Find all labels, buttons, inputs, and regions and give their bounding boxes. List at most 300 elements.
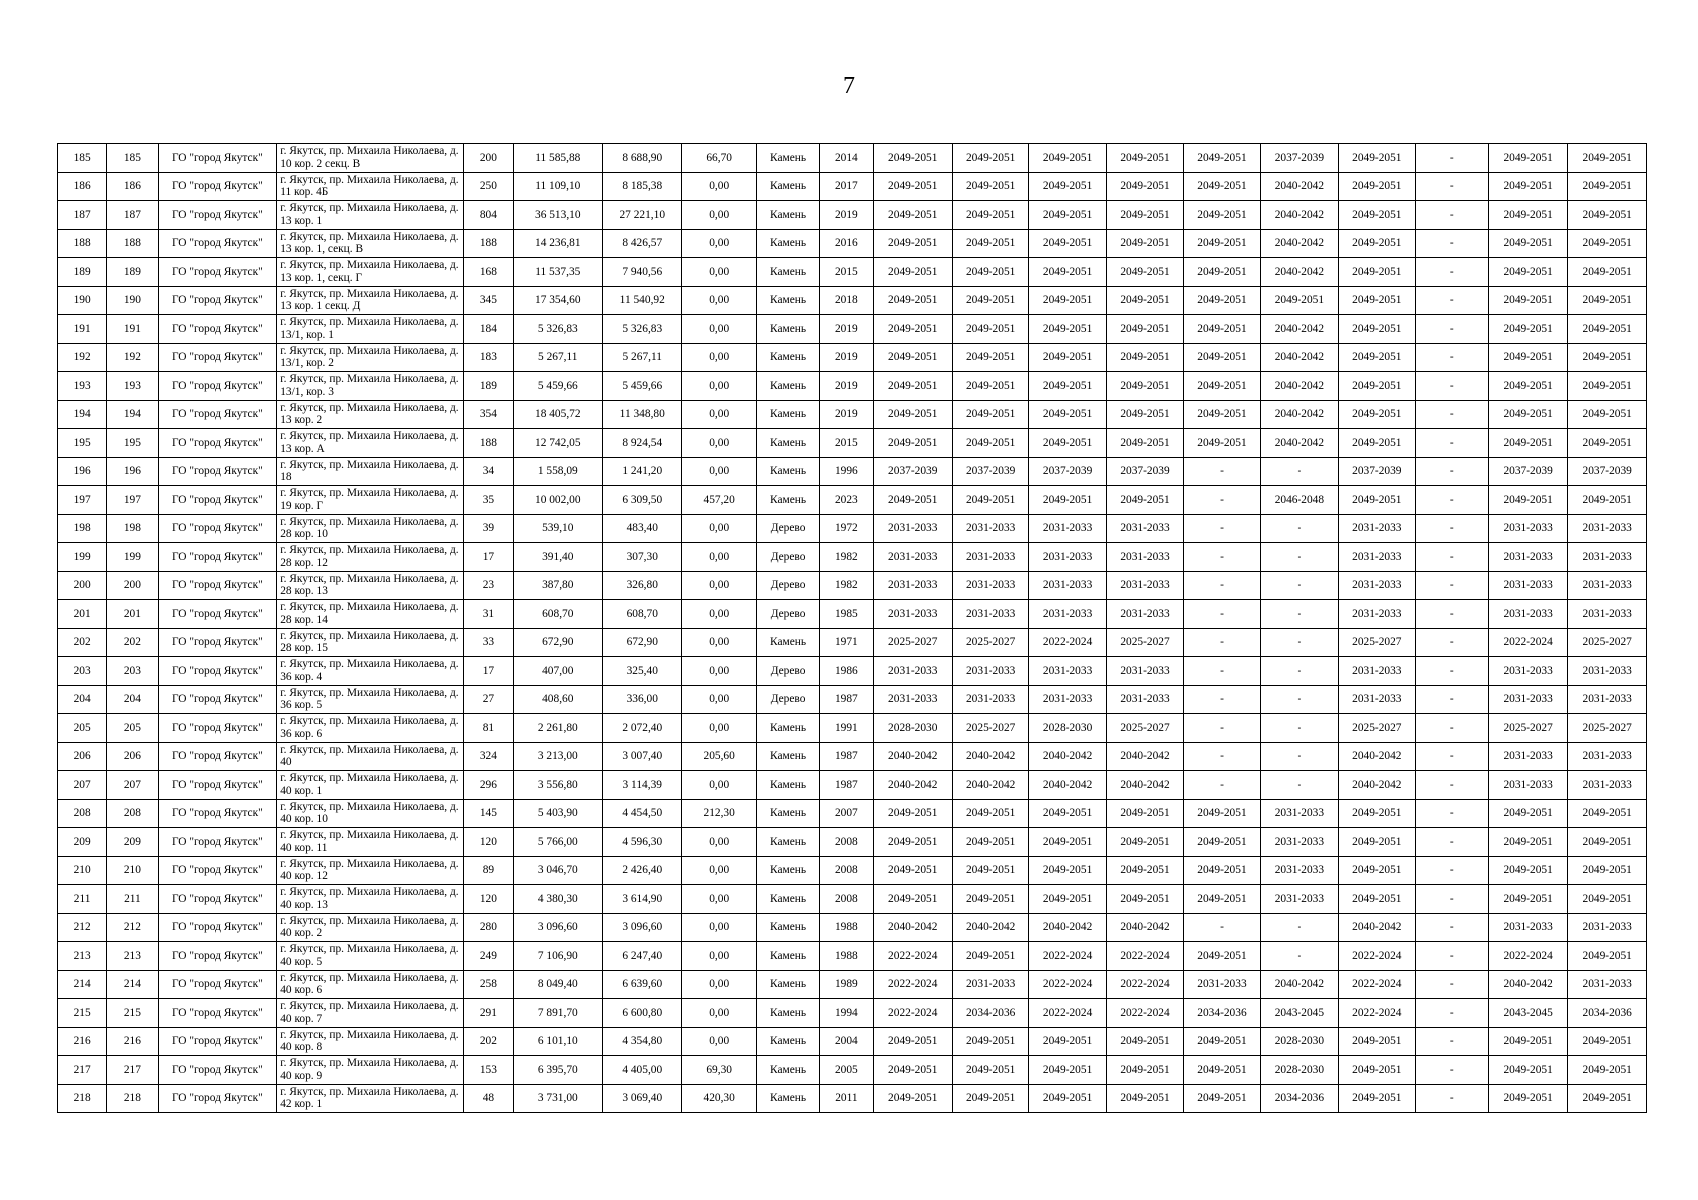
cell-living-area: 5 326,83 bbox=[603, 315, 682, 344]
table-body bbox=[58, 144, 1647, 1113]
cell-p3: 2049-2051 bbox=[1029, 828, 1106, 857]
cell-p6: 2037-2039 bbox=[1260, 144, 1338, 173]
cell-living-area: 5 267,11 bbox=[603, 343, 682, 372]
cell-p10: 2049-2051 bbox=[1568, 229, 1647, 258]
cell-p8: - bbox=[1415, 571, 1488, 600]
cell-residents: 39 bbox=[464, 514, 513, 543]
cell-num: 207 bbox=[58, 771, 107, 800]
cell-p5: 2049-2051 bbox=[1184, 1084, 1260, 1113]
table-row bbox=[58, 201, 1647, 230]
cell-address: г. Якутск, пр. Михаила Николаева, д. 40 кор. 8 bbox=[277, 1027, 464, 1056]
cell-p5: 2049-2051 bbox=[1184, 1027, 1260, 1056]
cell-p8: - bbox=[1415, 201, 1488, 230]
cell-total-area: 7 891,70 bbox=[513, 999, 603, 1028]
cell-living-area: 2 072,40 bbox=[603, 714, 682, 743]
cell-nonres-area: 0,00 bbox=[682, 771, 756, 800]
cell-living-area: 307,30 bbox=[603, 543, 682, 572]
table-row bbox=[58, 771, 1647, 800]
cell-p2: 2049-2051 bbox=[952, 229, 1028, 258]
cell-p9: 2031-2033 bbox=[1488, 600, 1567, 629]
cell-p6: - bbox=[1260, 457, 1338, 486]
cell-living-area: 325,40 bbox=[603, 657, 682, 686]
cell-residents: 345 bbox=[464, 286, 513, 315]
table-row bbox=[58, 1084, 1647, 1113]
cell-p4: 2049-2051 bbox=[1106, 828, 1183, 857]
cell-p10: 2049-2051 bbox=[1568, 828, 1647, 857]
cell-address: г. Якутск, пр. Михаила Николаева, д. 40 кор. 1 bbox=[277, 771, 464, 800]
table-row bbox=[58, 144, 1647, 173]
cell-year: 2004 bbox=[820, 1027, 873, 1056]
cell-municipality: ГО "город Якутск" bbox=[158, 372, 277, 401]
cell-address: г. Якутск, пр. Михаила Николаева, д. 40 кор. 12 bbox=[277, 856, 464, 885]
cell-id: 213 bbox=[107, 942, 158, 971]
cell-total-area: 17 354,60 bbox=[513, 286, 603, 315]
cell-p6: 2040-2042 bbox=[1260, 258, 1338, 287]
table-row bbox=[58, 628, 1647, 657]
cell-address: г. Якутск, пр. Михаила Николаева, д. 13 кор. 1, секц. В bbox=[277, 229, 464, 258]
table-row bbox=[58, 999, 1647, 1028]
cell-id: 204 bbox=[107, 685, 158, 714]
cell-p2: 2040-2042 bbox=[952, 771, 1028, 800]
cell-year: 2019 bbox=[820, 201, 873, 230]
cell-residents: 188 bbox=[464, 429, 513, 458]
cell-address: г. Якутск, пр. Михаила Николаева, д. 40 кор. 2 bbox=[277, 913, 464, 942]
cell-p10: 2049-2051 bbox=[1568, 258, 1647, 287]
cell-p6: 2031-2033 bbox=[1260, 856, 1338, 885]
cell-p8: - bbox=[1415, 628, 1488, 657]
cell-nonres-area: 66,70 bbox=[682, 144, 756, 173]
table-row bbox=[58, 229, 1647, 258]
cell-p6: 2040-2042 bbox=[1260, 172, 1338, 201]
cell-p3: 2031-2033 bbox=[1029, 571, 1106, 600]
cell-total-area: 10 002,00 bbox=[513, 486, 603, 515]
cell-num: 204 bbox=[58, 685, 107, 714]
cell-p9: 2049-2051 bbox=[1488, 856, 1567, 885]
cell-id: 196 bbox=[107, 457, 158, 486]
cell-nonres-area: 0,00 bbox=[682, 685, 756, 714]
cell-p1: 2049-2051 bbox=[873, 1084, 952, 1113]
cell-p5: 2049-2051 bbox=[1184, 799, 1260, 828]
cell-p6: - bbox=[1260, 685, 1338, 714]
cell-p5: - bbox=[1184, 685, 1260, 714]
cell-wall-material: Камень bbox=[756, 714, 819, 743]
cell-nonres-area: 0,00 bbox=[682, 229, 756, 258]
table-row bbox=[58, 486, 1647, 515]
cell-p7: 2031-2033 bbox=[1339, 571, 1415, 600]
cell-num: 212 bbox=[58, 913, 107, 942]
cell-num: 215 bbox=[58, 999, 107, 1028]
cell-municipality: ГО "город Якутск" bbox=[158, 1027, 277, 1056]
page-number: 7 bbox=[843, 73, 855, 99]
cell-p9: 2037-2039 bbox=[1488, 457, 1567, 486]
cell-total-area: 18 405,72 bbox=[513, 400, 603, 429]
cell-p4: 2031-2033 bbox=[1106, 685, 1183, 714]
cell-p1: 2040-2042 bbox=[873, 742, 952, 771]
cell-p2: 2031-2033 bbox=[952, 685, 1028, 714]
cell-living-area: 8 924,54 bbox=[603, 429, 682, 458]
cell-year: 2015 bbox=[820, 429, 873, 458]
table-row bbox=[58, 1027, 1647, 1056]
cell-year: 2007 bbox=[820, 799, 873, 828]
cell-p8: - bbox=[1415, 771, 1488, 800]
cell-p7: 2049-2051 bbox=[1339, 286, 1415, 315]
cell-p9: 2049-2051 bbox=[1488, 486, 1567, 515]
cell-p1: 2031-2033 bbox=[873, 543, 952, 572]
cell-living-area: 6 309,50 bbox=[603, 486, 682, 515]
cell-p8: - bbox=[1415, 457, 1488, 486]
cell-id: 215 bbox=[107, 999, 158, 1028]
cell-municipality: ГО "город Якутск" bbox=[158, 286, 277, 315]
cell-p4: 2037-2039 bbox=[1106, 457, 1183, 486]
cell-address: г. Якутск, пр. Михаила Николаева, д. 28 кор. 10 bbox=[277, 514, 464, 543]
cell-p9: 2049-2051 bbox=[1488, 258, 1567, 287]
cell-living-area: 3 069,40 bbox=[603, 1084, 682, 1113]
cell-p3: 2049-2051 bbox=[1029, 486, 1106, 515]
cell-living-area: 336,00 bbox=[603, 685, 682, 714]
table-row bbox=[58, 258, 1647, 287]
cell-municipality: ГО "город Якутск" bbox=[158, 885, 277, 914]
cell-p9: 2049-2051 bbox=[1488, 799, 1567, 828]
table-row bbox=[58, 685, 1647, 714]
cell-p1: 2040-2042 bbox=[873, 771, 952, 800]
cell-address: г. Якутск, пр. Михаила Николаева, д. 28 кор. 15 bbox=[277, 628, 464, 657]
cell-living-area: 11 540,92 bbox=[603, 286, 682, 315]
cell-municipality: ГО "город Якутск" bbox=[158, 457, 277, 486]
cell-living-area: 2 426,40 bbox=[603, 856, 682, 885]
cell-p8: - bbox=[1415, 229, 1488, 258]
table-row bbox=[58, 657, 1647, 686]
cell-p7: 2025-2027 bbox=[1339, 714, 1415, 743]
cell-p4: 2040-2042 bbox=[1106, 913, 1183, 942]
cell-p3: 2031-2033 bbox=[1029, 657, 1106, 686]
cell-p7: 2031-2033 bbox=[1339, 543, 1415, 572]
cell-p1: 2049-2051 bbox=[873, 229, 952, 258]
cell-year: 2019 bbox=[820, 400, 873, 429]
cell-num: 202 bbox=[58, 628, 107, 657]
cell-p4: 2040-2042 bbox=[1106, 771, 1183, 800]
cell-num: 192 bbox=[58, 343, 107, 372]
cell-living-area: 483,40 bbox=[603, 514, 682, 543]
cell-p8: - bbox=[1415, 486, 1488, 515]
cell-p1: 2049-2051 bbox=[873, 885, 952, 914]
cell-municipality: ГО "город Якутск" bbox=[158, 856, 277, 885]
cell-p4: 2049-2051 bbox=[1106, 258, 1183, 287]
cell-p1: 2049-2051 bbox=[873, 201, 952, 230]
cell-p3: 2040-2042 bbox=[1029, 771, 1106, 800]
cell-p3: 2031-2033 bbox=[1029, 600, 1106, 629]
cell-num: 188 bbox=[58, 229, 107, 258]
cell-num: 196 bbox=[58, 457, 107, 486]
cell-p9: 2049-2051 bbox=[1488, 172, 1567, 201]
cell-nonres-area: 0,00 bbox=[682, 600, 756, 629]
cell-p1: 2049-2051 bbox=[873, 258, 952, 287]
cell-p5: 2049-2051 bbox=[1184, 172, 1260, 201]
cell-num: 213 bbox=[58, 942, 107, 971]
cell-p7: 2049-2051 bbox=[1339, 1027, 1415, 1056]
cell-nonres-area: 0,00 bbox=[682, 429, 756, 458]
cell-municipality: ГО "город Якутск" bbox=[158, 828, 277, 857]
cell-p2: 2049-2051 bbox=[952, 372, 1028, 401]
cell-residents: 168 bbox=[464, 258, 513, 287]
cell-municipality: ГО "город Якутск" bbox=[158, 999, 277, 1028]
cell-nonres-area: 0,00 bbox=[682, 372, 756, 401]
cell-residents: 354 bbox=[464, 400, 513, 429]
cell-p7: 2031-2033 bbox=[1339, 600, 1415, 629]
cell-total-area: 3 046,70 bbox=[513, 856, 603, 885]
cell-wall-material: Камень bbox=[756, 885, 819, 914]
cell-municipality: ГО "город Якутск" bbox=[158, 571, 277, 600]
cell-wall-material: Камень bbox=[756, 1027, 819, 1056]
cell-p5: - bbox=[1184, 771, 1260, 800]
cell-nonres-area: 69,30 bbox=[682, 1056, 756, 1085]
cell-num: 216 bbox=[58, 1027, 107, 1056]
cell-p9: 2031-2033 bbox=[1488, 913, 1567, 942]
table-row bbox=[58, 172, 1647, 201]
cell-wall-material: Камень bbox=[756, 258, 819, 287]
cell-year: 2014 bbox=[820, 144, 873, 173]
cell-p10: 2031-2033 bbox=[1568, 685, 1647, 714]
cell-p2: 2049-2051 bbox=[952, 429, 1028, 458]
cell-p6: 2046-2048 bbox=[1260, 486, 1338, 515]
cell-p1: 2037-2039 bbox=[873, 457, 952, 486]
cell-p1: 2031-2033 bbox=[873, 571, 952, 600]
cell-wall-material: Дерево bbox=[756, 657, 819, 686]
cell-p1: 2049-2051 bbox=[873, 856, 952, 885]
cell-p2: 2040-2042 bbox=[952, 913, 1028, 942]
cell-p10: 2031-2033 bbox=[1568, 742, 1647, 771]
cell-p9: 2031-2033 bbox=[1488, 771, 1567, 800]
cell-id: 214 bbox=[107, 970, 158, 999]
cell-p9: 2049-2051 bbox=[1488, 201, 1567, 230]
cell-p1: 2049-2051 bbox=[873, 343, 952, 372]
cell-p7: 2049-2051 bbox=[1339, 172, 1415, 201]
cell-num: 200 bbox=[58, 571, 107, 600]
cell-p10: 2031-2033 bbox=[1568, 970, 1647, 999]
cell-id: 217 bbox=[107, 1056, 158, 1085]
cell-p10: 2037-2039 bbox=[1568, 457, 1647, 486]
cell-id: 189 bbox=[107, 258, 158, 287]
cell-id: 190 bbox=[107, 286, 158, 315]
cell-total-area: 539,10 bbox=[513, 514, 603, 543]
cell-p5: 2034-2036 bbox=[1184, 999, 1260, 1028]
cell-id: 197 bbox=[107, 486, 158, 515]
cell-year: 1996 bbox=[820, 457, 873, 486]
cell-municipality: ГО "город Якутск" bbox=[158, 799, 277, 828]
cell-p10: 2025-2027 bbox=[1568, 628, 1647, 657]
cell-p5: - bbox=[1184, 486, 1260, 515]
cell-address: г. Якутск, пр. Михаила Николаева, д. 13 кор. 1 bbox=[277, 201, 464, 230]
cell-p10: 2049-2051 bbox=[1568, 343, 1647, 372]
cell-p9: 2022-2024 bbox=[1488, 942, 1567, 971]
cell-p6: - bbox=[1260, 571, 1338, 600]
table-row bbox=[58, 970, 1647, 999]
cell-nonres-area: 212,30 bbox=[682, 799, 756, 828]
cell-wall-material: Камень bbox=[756, 486, 819, 515]
cell-p8: - bbox=[1415, 514, 1488, 543]
cell-p6: 2043-2045 bbox=[1260, 999, 1338, 1028]
cell-p10: 2049-2051 bbox=[1568, 400, 1647, 429]
table-row bbox=[58, 942, 1647, 971]
cell-p1: 2049-2051 bbox=[873, 372, 952, 401]
cell-id: 186 bbox=[107, 172, 158, 201]
cell-total-area: 7 106,90 bbox=[513, 942, 603, 971]
cell-p3: 2049-2051 bbox=[1029, 856, 1106, 885]
cell-p3: 2049-2051 bbox=[1029, 1056, 1106, 1085]
cell-residents: 120 bbox=[464, 885, 513, 914]
cell-p3: 2040-2042 bbox=[1029, 742, 1106, 771]
cell-wall-material: Камень bbox=[756, 628, 819, 657]
cell-p5: - bbox=[1184, 657, 1260, 686]
cell-p1: 2031-2033 bbox=[873, 600, 952, 629]
cell-living-area: 11 348,80 bbox=[603, 400, 682, 429]
cell-p10: 2049-2051 bbox=[1568, 856, 1647, 885]
table-row bbox=[58, 457, 1647, 486]
cell-total-area: 12 742,05 bbox=[513, 429, 603, 458]
cell-address: г. Якутск, пр. Михаила Николаева, д. 42 кор. 1 bbox=[277, 1084, 464, 1113]
cell-living-area: 608,70 bbox=[603, 600, 682, 629]
cell-residents: 258 bbox=[464, 970, 513, 999]
cell-p8: - bbox=[1415, 885, 1488, 914]
cell-year: 2008 bbox=[820, 828, 873, 857]
cell-wall-material: Камень bbox=[756, 286, 819, 315]
cell-p8: - bbox=[1415, 714, 1488, 743]
cell-p4: 2049-2051 bbox=[1106, 1084, 1183, 1113]
cell-p7: 2049-2051 bbox=[1339, 201, 1415, 230]
cell-p5: 2049-2051 bbox=[1184, 144, 1260, 173]
cell-wall-material: Дерево bbox=[756, 543, 819, 572]
cell-nonres-area: 0,00 bbox=[682, 571, 756, 600]
cell-p4: 2049-2051 bbox=[1106, 856, 1183, 885]
cell-p5: - bbox=[1184, 571, 1260, 600]
cell-p3: 2022-2024 bbox=[1029, 999, 1106, 1028]
cell-living-area: 8 185,38 bbox=[603, 172, 682, 201]
cell-p8: - bbox=[1415, 913, 1488, 942]
cell-p9: 2049-2051 bbox=[1488, 343, 1567, 372]
cell-p2: 2049-2051 bbox=[952, 201, 1028, 230]
cell-address: г. Якутск, пр. Михаила Николаева, д. 13 кор. 1, секц. Г bbox=[277, 258, 464, 287]
cell-residents: 202 bbox=[464, 1027, 513, 1056]
cell-id: 216 bbox=[107, 1027, 158, 1056]
cell-p5: 2049-2051 bbox=[1184, 885, 1260, 914]
cell-residents: 324 bbox=[464, 742, 513, 771]
cell-num: 201 bbox=[58, 600, 107, 629]
cell-wall-material: Камень bbox=[756, 172, 819, 201]
cell-p4: 2049-2051 bbox=[1106, 343, 1183, 372]
cell-year: 1986 bbox=[820, 657, 873, 686]
cell-p5: - bbox=[1184, 600, 1260, 629]
cell-p7: 2031-2033 bbox=[1339, 685, 1415, 714]
cell-wall-material: Камень bbox=[756, 970, 819, 999]
cell-p4: 2022-2024 bbox=[1106, 942, 1183, 971]
table-row bbox=[58, 828, 1647, 857]
cell-p3: 2049-2051 bbox=[1029, 201, 1106, 230]
cell-p4: 2031-2033 bbox=[1106, 543, 1183, 572]
cell-nonres-area: 420,30 bbox=[682, 1084, 756, 1113]
cell-living-area: 4 354,80 bbox=[603, 1027, 682, 1056]
housing-registry-table bbox=[57, 143, 1647, 1113]
cell-living-area: 6 600,80 bbox=[603, 999, 682, 1028]
cell-nonres-area: 0,00 bbox=[682, 657, 756, 686]
cell-num: 205 bbox=[58, 714, 107, 743]
cell-p9: 2049-2051 bbox=[1488, 400, 1567, 429]
cell-p3: 2022-2024 bbox=[1029, 628, 1106, 657]
cell-p6: 2028-2030 bbox=[1260, 1056, 1338, 1085]
cell-id: 192 bbox=[107, 343, 158, 372]
table-row bbox=[58, 315, 1647, 344]
cell-p7: 2049-2051 bbox=[1339, 258, 1415, 287]
cell-p4: 2022-2024 bbox=[1106, 999, 1183, 1028]
cell-living-area: 672,90 bbox=[603, 628, 682, 657]
cell-wall-material: Камень bbox=[756, 913, 819, 942]
cell-year: 2019 bbox=[820, 315, 873, 344]
cell-p10: 2031-2033 bbox=[1568, 514, 1647, 543]
cell-num: 190 bbox=[58, 286, 107, 315]
cell-p1: 2022-2024 bbox=[873, 970, 952, 999]
cell-municipality: ГО "город Якутск" bbox=[158, 970, 277, 999]
cell-residents: 120 bbox=[464, 828, 513, 857]
cell-p10: 2049-2051 bbox=[1568, 799, 1647, 828]
cell-p8: - bbox=[1415, 685, 1488, 714]
cell-p3: 2031-2033 bbox=[1029, 543, 1106, 572]
cell-p6: - bbox=[1260, 714, 1338, 743]
cell-total-area: 407,00 bbox=[513, 657, 603, 686]
cell-p5: 2049-2051 bbox=[1184, 856, 1260, 885]
cell-p7: 2049-2051 bbox=[1339, 400, 1415, 429]
cell-nonres-area: 457,20 bbox=[682, 486, 756, 515]
cell-p1: 2049-2051 bbox=[873, 828, 952, 857]
cell-p6: 2040-2042 bbox=[1260, 372, 1338, 401]
cell-address: г. Якутск, пр. Михаила Николаева, д. 40 кор. 9 bbox=[277, 1056, 464, 1085]
cell-p7: 2037-2039 bbox=[1339, 457, 1415, 486]
cell-p8: - bbox=[1415, 286, 1488, 315]
cell-num: 214 bbox=[58, 970, 107, 999]
cell-p10: 2031-2033 bbox=[1568, 543, 1647, 572]
cell-p7: 2031-2033 bbox=[1339, 657, 1415, 686]
cell-address: г. Якутск, пр. Михаила Николаева, д. 40 кор. 10 bbox=[277, 799, 464, 828]
cell-total-area: 14 236,81 bbox=[513, 229, 603, 258]
table-row bbox=[58, 286, 1647, 315]
cell-address: г. Якутск, пр. Михаила Николаева, д. 28 кор. 13 bbox=[277, 571, 464, 600]
cell-p8: - bbox=[1415, 429, 1488, 458]
cell-p9: 2025-2027 bbox=[1488, 714, 1567, 743]
cell-address: г. Якутск, пр. Михаила Николаева, д. 28 кор. 14 bbox=[277, 600, 464, 629]
cell-p8: - bbox=[1415, 1056, 1488, 1085]
cell-municipality: ГО "город Якутск" bbox=[158, 400, 277, 429]
cell-address: г. Якутск, пр. Михаила Николаева, д. 36 кор. 6 bbox=[277, 714, 464, 743]
cell-p5: 2031-2033 bbox=[1184, 970, 1260, 999]
cell-year: 1991 bbox=[820, 714, 873, 743]
cell-year: 1985 bbox=[820, 600, 873, 629]
cell-wall-material: Дерево bbox=[756, 571, 819, 600]
cell-p10: 2025-2027 bbox=[1568, 714, 1647, 743]
cell-p2: 2025-2027 bbox=[952, 714, 1028, 743]
cell-municipality: ГО "город Якутск" bbox=[158, 486, 277, 515]
cell-num: 218 bbox=[58, 1084, 107, 1113]
cell-address: г. Якутск, пр. Михаила Николаева, д. 13/1, кор. 2 bbox=[277, 343, 464, 372]
cell-p10: 2049-2051 bbox=[1568, 1084, 1647, 1113]
cell-num: 211 bbox=[58, 885, 107, 914]
cell-id: 208 bbox=[107, 799, 158, 828]
cell-p5: - bbox=[1184, 457, 1260, 486]
cell-p7: 2022-2024 bbox=[1339, 999, 1415, 1028]
cell-num: 189 bbox=[58, 258, 107, 287]
cell-nonres-area: 0,00 bbox=[682, 828, 756, 857]
cell-p1: 2025-2027 bbox=[873, 628, 952, 657]
cell-p9: 2049-2051 bbox=[1488, 885, 1567, 914]
cell-num: 193 bbox=[58, 372, 107, 401]
cell-total-area: 608,70 bbox=[513, 600, 603, 629]
cell-total-area: 408,60 bbox=[513, 685, 603, 714]
